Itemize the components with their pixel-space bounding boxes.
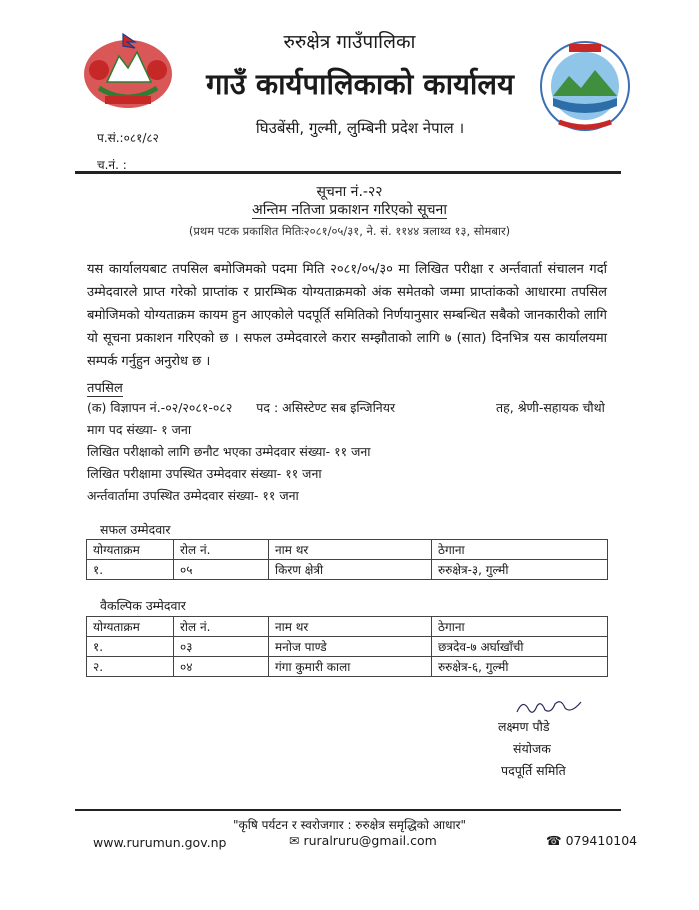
header-cell: योग्यताक्रम (87, 540, 174, 560)
table-cell: गंगा कुमारी काला (269, 657, 432, 677)
table-cell: ०३ (174, 637, 269, 657)
table-cell: किरण क्षेत्री (269, 560, 432, 580)
footer-slogan: "कृषि पर्यटन र स्वरोजगार : रुरुक्षेत्र समृद्धिको आधार" (232, 818, 467, 832)
footer-website: www.rurumun.gov.np (93, 835, 227, 850)
header-cell: ठेगाना (432, 617, 608, 637)
table-cell: २. (87, 657, 174, 677)
signer-name: लक्ष्मण पौडे (498, 719, 550, 734)
table-row (87, 637, 608, 657)
details-heading (87, 378, 123, 396)
alternate-table (86, 616, 608, 677)
table-cell: छत्रदेव-७ अर्घाखाँची (432, 637, 608, 657)
envelope-icon: ✉ (289, 833, 300, 848)
table-row (87, 657, 608, 677)
header-cell: नाम थर (269, 540, 432, 560)
office-title: गाउँ कार्यपालिकाको कार्यालय (206, 67, 514, 101)
footer-email (289, 833, 437, 848)
telephone-icon: ☎ (546, 833, 562, 848)
phone-text: 079410104 (565, 833, 638, 848)
footer-divider (75, 809, 621, 811)
table-cell: रुरुक्षेत्र-३, गुल्मी (432, 560, 608, 580)
signer-role: संयोजक (513, 741, 551, 756)
header-divider (75, 171, 621, 174)
header-cell: नाम थर (269, 617, 432, 637)
interview-present-count: अर्न्तवार्तामा उपस्थित उम्मेदवार संख्या- ११ जना (87, 488, 299, 503)
table-cell: ०५ (174, 560, 269, 580)
reference-number: प.सं.:०८१/८२ (97, 131, 159, 145)
table-cell: ०४ (174, 657, 269, 677)
notice-title-text: अन्तिम नतिजा प्रकाशन गरिएको सूचना (252, 202, 447, 218)
dispatch-number: च.नं. : (97, 158, 127, 172)
demand-count: माग पद संख्या- १ जना (87, 422, 192, 437)
office-address: घिउबेंसी, गुल्मी, लुम्बिनी प्रदेश नेपाल । (255, 119, 465, 137)
header-cell: योग्यताक्रम (87, 617, 174, 637)
notice-number: सूचना नं.-२२ (316, 184, 383, 200)
post-level: तह, श्रेणी-सहायक चौथो (496, 400, 605, 415)
advertisement-post: (क) विज्ञापन नं.-०२/२०८१-०८२ पद : असिस्टेण्ट सब इन्जिनियर (87, 400, 396, 415)
signer-committee: पदपूर्ति समिति (501, 763, 566, 778)
notice-title (0, 200, 699, 219)
table-cell: १. (87, 637, 174, 657)
table-header-row (87, 617, 608, 637)
header-cell: ठेगाना (432, 540, 608, 560)
table-row (87, 560, 608, 580)
table-cell: १. (87, 560, 174, 580)
successful-title: सफल उम्मेदवार (100, 522, 171, 537)
header-cell: रोल नं. (174, 617, 269, 637)
publication-date: (प्रथम पटक प्रकाशित मितिः२०८१/०५/३१, ने. सं. ११४४ त्रलाथ्व १३, सोमबार) (188, 224, 511, 238)
alternate-title: वैकल्पिक उम्मेदवार (100, 598, 186, 613)
table-cell: रुरुक्षेत्र-६, गुल्मी (432, 657, 608, 677)
table-cell: मनोज पाण्डे (269, 637, 432, 657)
details-heading-text: तपसिल (87, 381, 123, 396)
municipality-name: रुरुक्षेत्र गाउँपालिका (283, 31, 416, 53)
written-eligible-count: लिखित परीक्षाको लागि छनौट भएका उम्मेदवार संख्या- ११ जना (87, 444, 371, 459)
successful-table (86, 539, 608, 580)
table-header-row (87, 540, 608, 560)
written-present-count: लिखित परीक्षामा उपस्थित उम्मेदवार संख्या- ११ जना (87, 466, 322, 481)
notice-body: यस कार्यालयबाट तपसिल बमोजिमको पदमा मिति २०८१/०५/३० मा लिखित परीक्षा र अर्न्तवार्ता संचालन गर्दा उम्मेदवारले प्राप्त गरेको प्राप्तांक र प्रारम्भिक योग्यताक्रमको अंक समेतको जम्मा प्राप्तांकको आधारमा तपसिल बमोजिमको योग्यताक्रम कायम हुन आएकोले पदपूर्ति समितिको निर्णयानुसार सम्बन्धित सबैको जानकारीको लागि यो सूचना प्रकाशन गरिएको छ । सफल उम्मेदवारले करार सम्झौताको लागि ७ (सात) दिनभित्र यस कार्यालयमा सम्पर्क गर्नुहुन अनुरोध छ । (87, 262, 607, 369)
header-cell: रोल नं. (174, 540, 269, 560)
footer-phone (546, 833, 637, 848)
email-text: ruralruru@gmail.com (303, 833, 437, 848)
